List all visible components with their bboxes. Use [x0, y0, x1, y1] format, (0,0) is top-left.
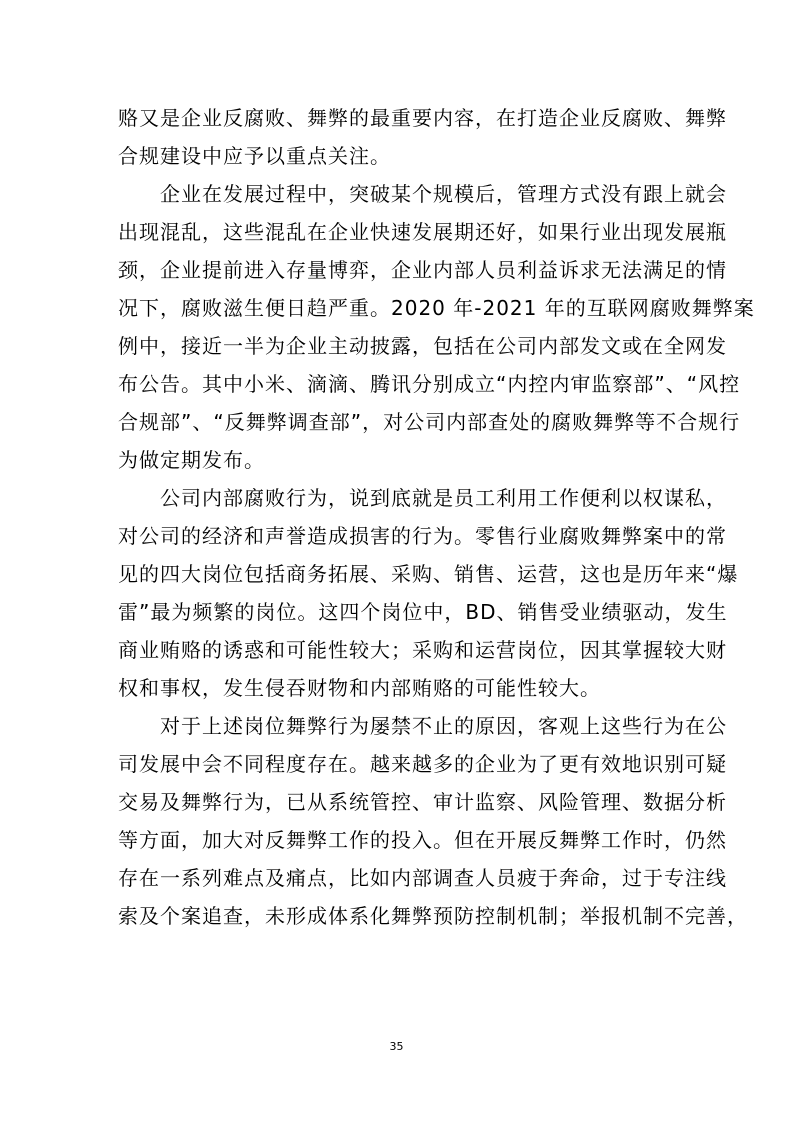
text-line: 存在一系列难点及痛点，比如内部调查人员疲于奔命，过于专注线	[118, 866, 727, 890]
text-line: 为做定期发布。	[118, 448, 265, 472]
text-line: 索及个案追查，未形成体系化舞弊预防控制机制；举报机制不完善，	[118, 904, 748, 928]
text-line: 赂又是企业反腐败、舞弊的最重要内容，在打造企业反腐败、舞弊	[118, 106, 727, 130]
text-line: 合规建设中应予以重点关注。	[118, 144, 391, 168]
text-line: 出现混乱，这些混乱在企业快速发展期还好，如果行业出现发展瓶	[118, 220, 727, 244]
text-line: 商业贿赂的诱惑和可能性较大；采购和运营岗位，因其掌握较大财	[118, 638, 727, 662]
paragraph-first-line: 公司内部腐败行为，说到底就是员工利用工作便利以权谋私，	[160, 486, 727, 510]
text-line: 雷”最为频繁的岗位。这四个岗位中，BD、销售受业绩驱动，发生	[118, 600, 728, 624]
text-line: 对公司的经济和声誉造成损害的行为。零售行业腐败舞弊案中的常	[118, 524, 727, 548]
text-line: 布公告。其中小米、滴滴、腾讯分别成立“内控内审监察部”、“风控	[118, 372, 741, 396]
text-line: 司发展中会不同程度存在。越来越多的企业为了更有效地识别可疑	[118, 752, 727, 776]
text-line: 见的四大岗位包括商务拓展、采购、销售、运营，这也是历年来“爆	[118, 562, 739, 586]
text-line: 况下，腐败滋生便日趋严重。2020 年-2021 年的互联网腐败舞弊案	[118, 296, 755, 320]
text-line: 例中，接近一半为企业主动披露，包括在公司内部发文或在全网发	[118, 334, 727, 358]
text-line: 合规部”、“反舞弊调查部”，对公司内部查处的腐败舞弊等不合规行	[118, 410, 741, 434]
paragraph-first-line: 企业在发展过程中，突破某个规模后，管理方式没有跟上就会	[160, 182, 727, 206]
paragraph-first-line: 对于上述岗位舞弊行为屡禁不止的原因，客观上这些行为在公	[160, 714, 727, 738]
page-number: 35	[389, 1040, 404, 1053]
text-line: 等方面，加大对反舞弊工作的投入。但在开展反舞弊工作时，仍然	[118, 828, 727, 852]
text-line: 交易及舞弊行为，已从系统管控、审计监察、风险管理、数据分析	[118, 790, 727, 814]
text-line: 权和事权，发生侵吞财物和内部贿赂的可能性较大。	[118, 676, 601, 700]
text-line: 颈，企业提前进入存量博弈，企业内部人员利益诉求无法满足的情	[118, 258, 727, 282]
